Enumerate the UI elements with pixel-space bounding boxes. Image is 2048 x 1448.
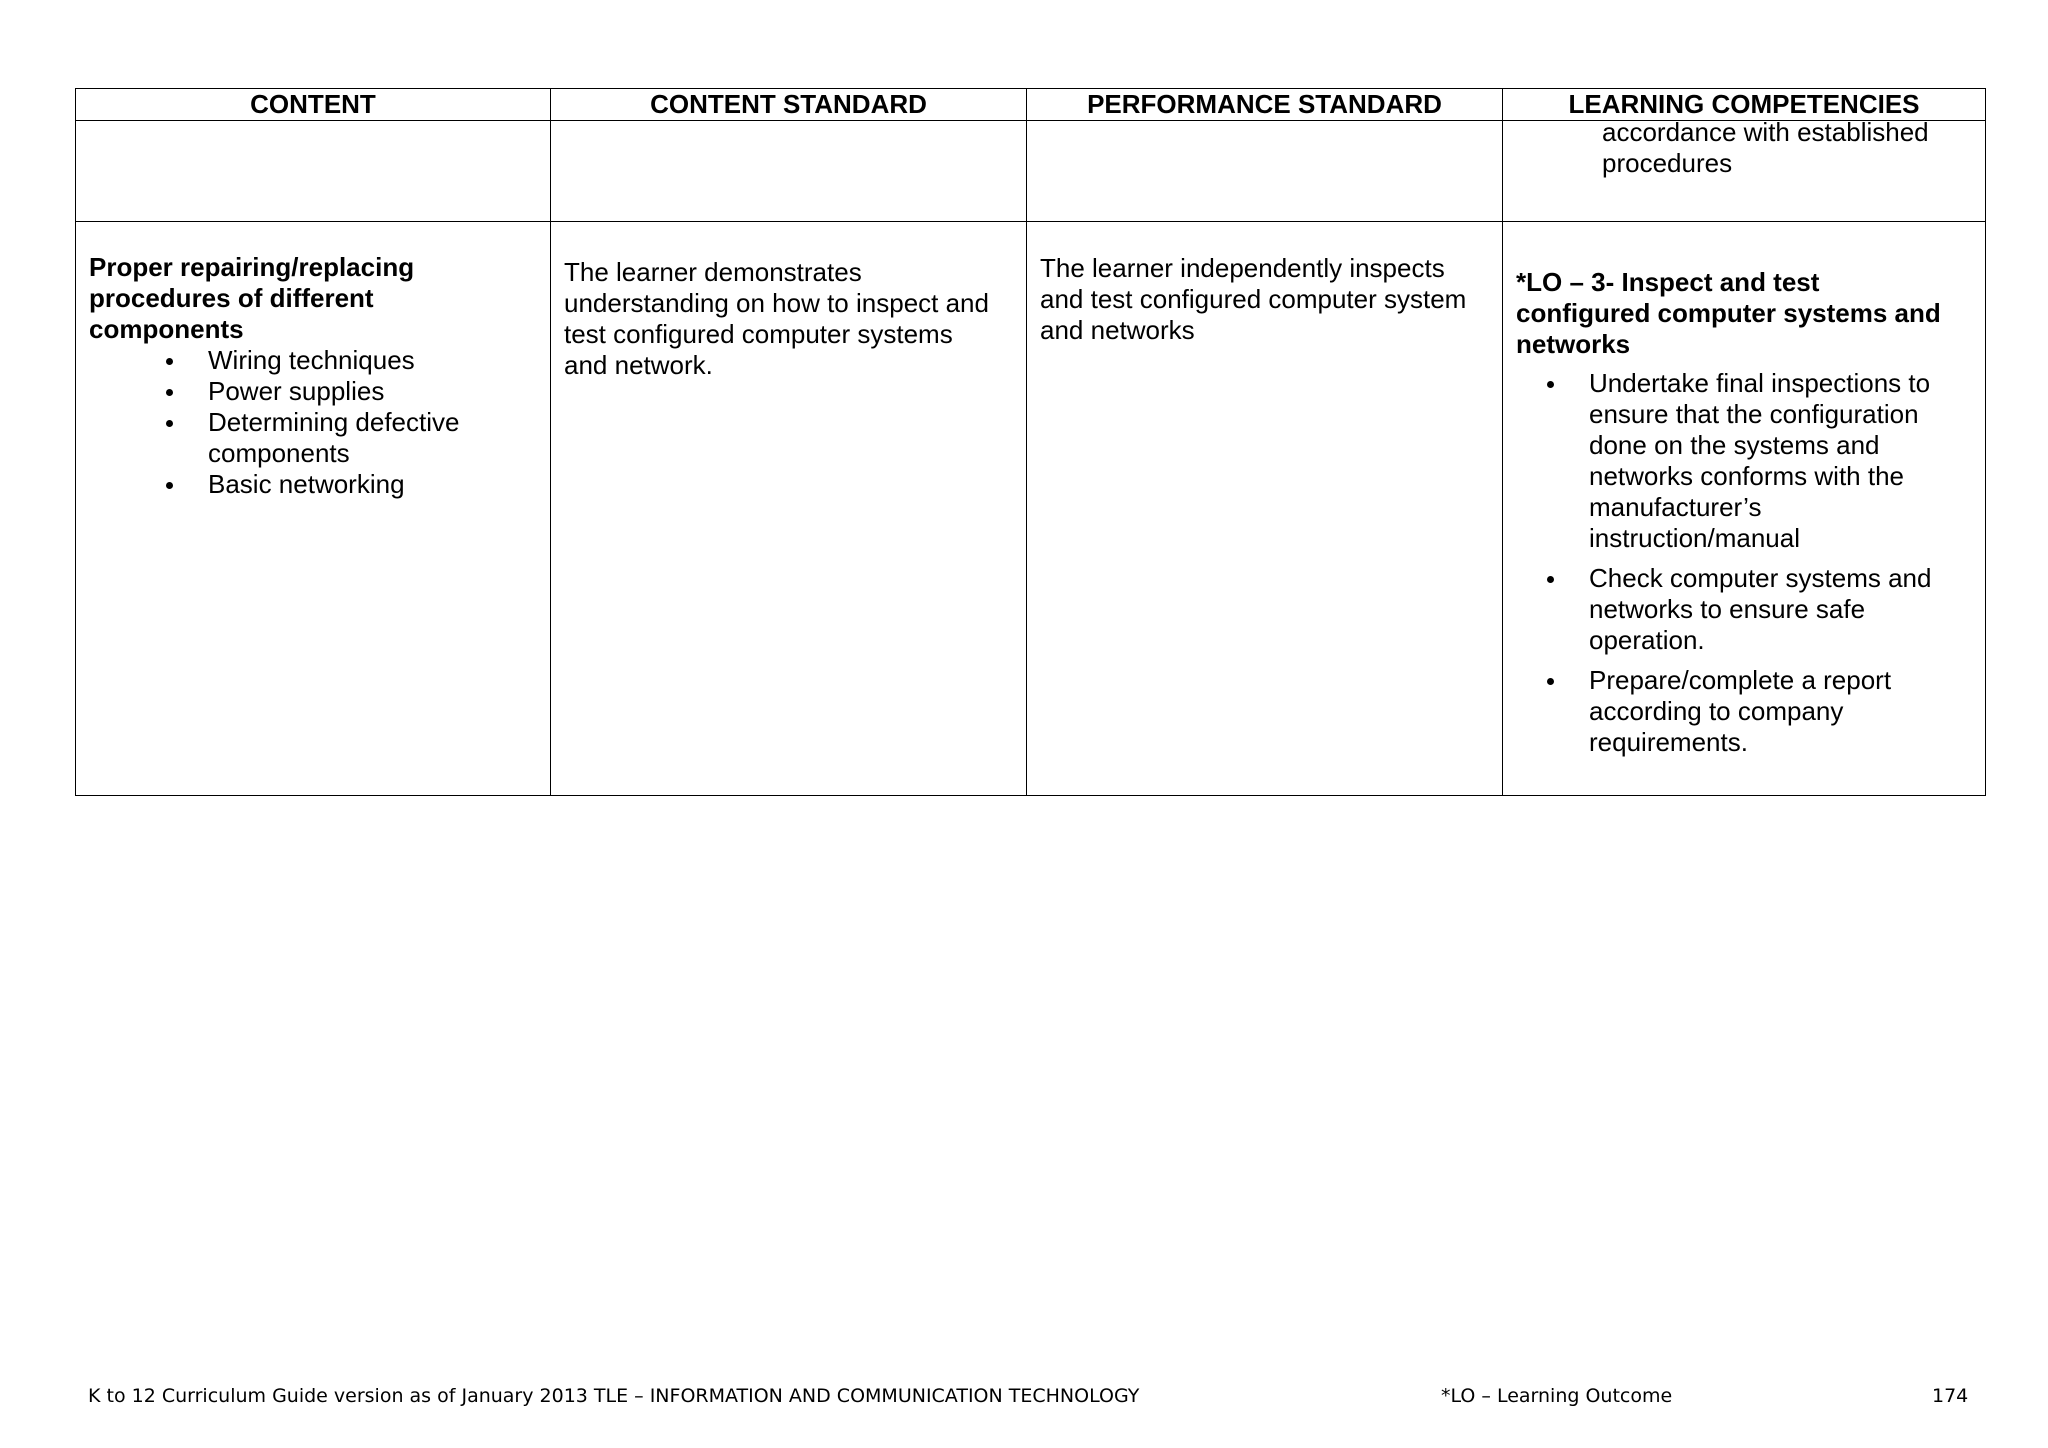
content-standard-cell (551, 222, 1027, 796)
list-item: Determining defective components (76, 407, 550, 469)
competency-list (1503, 368, 1985, 758)
list-item: Power supplies (76, 376, 550, 407)
bullet-icon (166, 482, 173, 489)
content-standard-line: understanding on how to inspect and (564, 288, 989, 318)
curriculum-table (75, 88, 1986, 796)
bullet-icon (1547, 678, 1554, 685)
content-cell (76, 222, 551, 796)
continuation-content-cell (76, 121, 551, 222)
lo-title: *LO – 3- Inspect and test configured computer systems and networks (1516, 267, 1941, 359)
learning-competencies-cell (1503, 222, 1986, 796)
performance-standard-cell (1027, 222, 1503, 796)
content-standard-line: and network. (564, 350, 713, 380)
page-number: 174 (1932, 1385, 1969, 1407)
header-row (76, 89, 1986, 121)
performance-standard-line: and networks (1040, 315, 1195, 345)
content-title: Proper repairing/replacing procedures of different components (89, 252, 415, 344)
bullet-icon (166, 358, 173, 365)
continuation-competency-cell (1503, 117, 1986, 222)
content-list (76, 345, 550, 500)
header-learning-competencies: LEARNING COMPETENCIES (1503, 89, 1986, 121)
bullet-icon (166, 420, 173, 427)
continuation-line: procedures (1602, 148, 1733, 178)
header-content-standard: CONTENT STANDARD (551, 89, 1027, 121)
header-content: CONTENT (76, 89, 551, 121)
table-row (76, 222, 1986, 796)
continuation-row (76, 121, 1986, 222)
header-performance-standard: PERFORMANCE STANDARD (1027, 89, 1503, 121)
continuation-line: accordance with established (1602, 117, 1929, 147)
content-standard-line: The learner demonstrates (564, 257, 862, 287)
content-standard-line: test configured computer systems (564, 319, 953, 349)
footer-guide-title: K to 12 Curriculum Guide version as of January 2013 TLE – INFORMATION AND COMMUNICATION TECHNOLOGY (88, 1385, 1140, 1407)
performance-standard-line: The learner independently inspects (1040, 253, 1445, 283)
list-item: Prepare/complete a report according to company requirements. (1503, 665, 1985, 758)
footer-legend: *LO – Learning Outcome (1441, 1385, 1673, 1407)
list-item: Undertake final inspections to ensure that the configuration done on the systems and networks conforms with the manufacturer’s instruction/manual (1503, 368, 1985, 554)
list-item: Check computer systems and networks to ensure safe operation. (1503, 563, 1985, 656)
list-item: Basic networking (76, 469, 550, 500)
performance-standard-line: and test configured computer system (1040, 284, 1467, 314)
continuation-content-standard-cell (551, 121, 1027, 222)
bullet-icon (166, 389, 173, 396)
bullet-icon (1547, 576, 1554, 583)
bullet-icon (1547, 381, 1554, 388)
list-item: Wiring techniques (76, 345, 550, 376)
continuation-performance-cell (1027, 121, 1503, 222)
